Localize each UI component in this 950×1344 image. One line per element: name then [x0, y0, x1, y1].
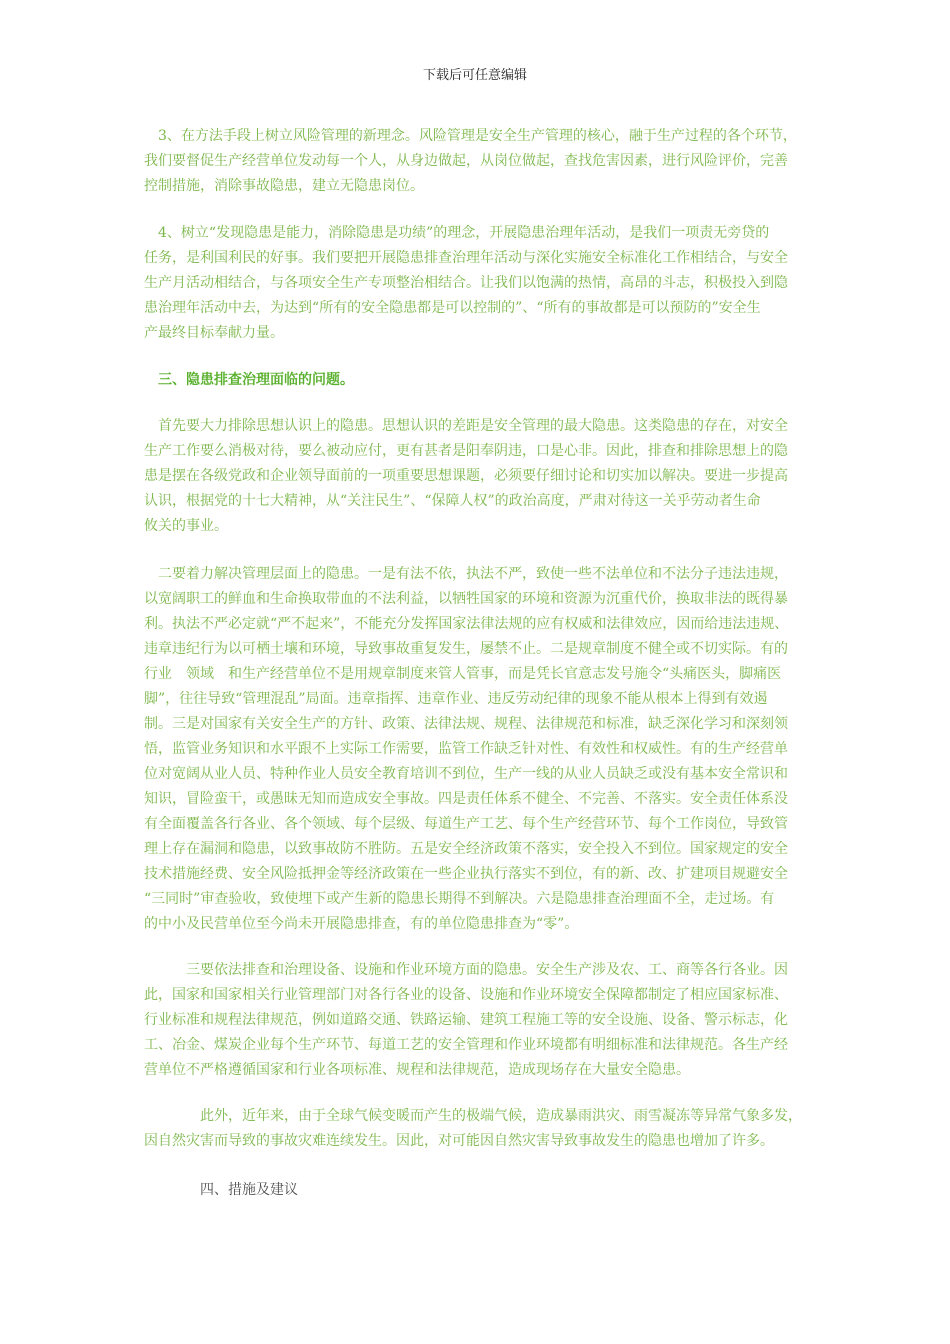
- text-line: 4、树立“发现隐患是能力，消除隐患是功绩”的理念，开展隐患治理年活动，是我们一项责无旁贷的: [144, 225, 770, 241]
- text-line: 的中小及民营单位至今尚未开展隐患排查，有的单位隐患排查为“零”。: [144, 916, 579, 932]
- text-line: 行业标准和规程法律规范，例如道路交通、铁路运输、建筑工程施工等的安全设施、设备、警示标志，化: [144, 1012, 788, 1028]
- text-line: 患是摆在各级党政和企业领导面前的一项重要思想课题，必须要仔细讨论和切实加以解决。要进一步提高: [144, 468, 788, 484]
- text-line: 行业 领域 和生产经营单位不是用规章制度来管人管事，而是凭长官意志发号施令“头痛医头，脚痛医: [144, 666, 782, 682]
- text-line: 首先要大力排除思想认识上的隐患。思想认识的差距是安全管理的最大隐患。这类隐患的存在，对安全: [144, 418, 788, 434]
- text-line: 利。执法不严必定就“严不起来”，不能充分发挥国家法律法规的应有权威和法律效应，因而给违法违规、: [144, 616, 789, 632]
- text-line: “三同时”审查验收，致使埋下或产生新的隐患长期得不到解决。六是隐患排查治理面不全，走过场。有: [144, 891, 775, 907]
- text-line: 理上存在漏洞和隐患，以致事故防不胜防。五是安全经济政策不落实，安全投入不到位。国家规定的安全: [144, 841, 788, 857]
- text-line: 控制措施，消除事故隐患，建立无隐患岗位。: [144, 178, 424, 194]
- section-3-heading: 三、隐患排查治理面临的问题。: [158, 372, 354, 388]
- paragraph-item-4: [144, 221, 808, 346]
- text-line: 此外，近年来，由于全球气候变暖而产生的极端气候，造成暴雨洪灾、雨雪凝冻等异常气象多发，: [144, 1108, 802, 1124]
- text-line: 以宽阔职工的鲜血和生命换取带血的不法利益，以牺牲国家的环境和资源为沉重代价，换取非法的既得暴: [144, 591, 788, 607]
- text-line: 此，国家和国家相关行业管理部门对各行各业的设备、设施和作业环境安全保障都制定了相应国家标准、: [144, 987, 788, 1003]
- paragraph-third: [144, 958, 808, 1083]
- text-line: 工、冶金、煤炭企业每个生产环节、每道工艺的安全管理和作业环境都有明细标准和法律规范。各生产经: [144, 1037, 788, 1053]
- section-4-heading: 四、措施及建议: [144, 1182, 298, 1198]
- text-line: 生产月活动相结合，与各项安全生产专项整治相结合。让我们以饱满的热情，高昂的斗志，积极投入到隐: [144, 275, 788, 291]
- text-line: 三要依法排查和治理设备、设施和作业环境方面的隐患。安全生产涉及农、工、商等各行各业。因: [144, 962, 788, 978]
- text-line: 我们要督促生产经营单位发动每一个人，从身边做起，从岗位做起，查找危害因素，进行风险评价，完善: [144, 153, 788, 169]
- paragraph-fourth: [144, 1104, 808, 1154]
- text-line: 产最终目标奉献力量。: [144, 325, 284, 341]
- text-line: 因自然灾害而导致的事故灾难连续发生。因此，对可能因自然灾害导致事故发生的隐患也增加了许多。: [144, 1133, 774, 1149]
- text-line: 二要着力解决管理层面上的隐患。一是有法不依，执法不严，致使一些不法单位和不法分子违法违规，: [144, 566, 788, 582]
- text-line: 脚”，往往导致“管理混乱”局面。违章指挥、违章作业、违反劳动纪律的现象不能从根本上得到有效遏: [144, 691, 768, 707]
- text-line: 任务，是利国利民的好事。我们要把开展隐患排查治理年活动与深化实施安全标准化工作相结合，与安全: [144, 250, 788, 266]
- text-line: 生产工作要么消极对待，要么被动应付，更有甚者是阳奉阴违，口是心非。因此，排查和排除思想上的隐: [144, 443, 788, 459]
- paragraph-first: [144, 414, 808, 539]
- text-line: 3、在方法手段上树立风险管理的新理念。风险管理是安全生产管理的核心，融于生产过程的各个环节，: [144, 128, 797, 144]
- paragraph-item-3: [144, 124, 808, 199]
- text-line: 违章违纪行为以可栖土壤和环境，导致事故重复发生，屡禁不止。二是规章制度不健全或不切实际。有的: [144, 641, 788, 657]
- text-line: 悟，监管业务知识和水平跟不上实际工作需要，监管工作缺乏针对性、有效性和权威性。有的生产经营单: [144, 741, 788, 757]
- text-line: 患治理年活动中去，为达到“所有的安全隐患都是可以控制的”、“所有的事故都是可以预防的”安全生: [144, 300, 761, 316]
- text-line: 营单位不严格遵循国家和行业各项标准、规程和法律规范，造成现场存在大量安全隐患。: [144, 1062, 690, 1078]
- paragraph-second: [144, 562, 808, 937]
- text-line: 位对宽阔从业人员、特种作业人员安全教育培训不到位，生产一线的从业人员缺乏或没有基本安全常识和: [144, 766, 788, 782]
- text-line: 知识，冒险蛮干，或愚昧无知而造成安全事故。四是责任体系不健全、不完善、不落实。安全责任体系没: [144, 791, 788, 807]
- text-line: 攸关的事业。: [144, 518, 228, 534]
- text-line: 有全面覆盖各行各业、各个领域、每个层级、每道生产工艺、每个生产经营环节、每个工作岗位，导致管: [144, 816, 788, 832]
- text-line: 制。三是对国家有关安全生产的方针、政策、法律法规、规程、法律规范和标准，缺乏深化学习和深刻领: [144, 716, 788, 732]
- page-header: 下载后可任意编辑: [422, 68, 527, 83]
- text-line: 认识，根据党的十七大精神，从“关注民生”、“保障人权”的政治高度，严肃对待这一关乎劳动者生命: [144, 493, 761, 509]
- text-line: 技术措施经费、安全风险抵押金等经济政策在一些企业执行落实不到位，有的新、改、扩建项目规避安全: [144, 866, 788, 882]
